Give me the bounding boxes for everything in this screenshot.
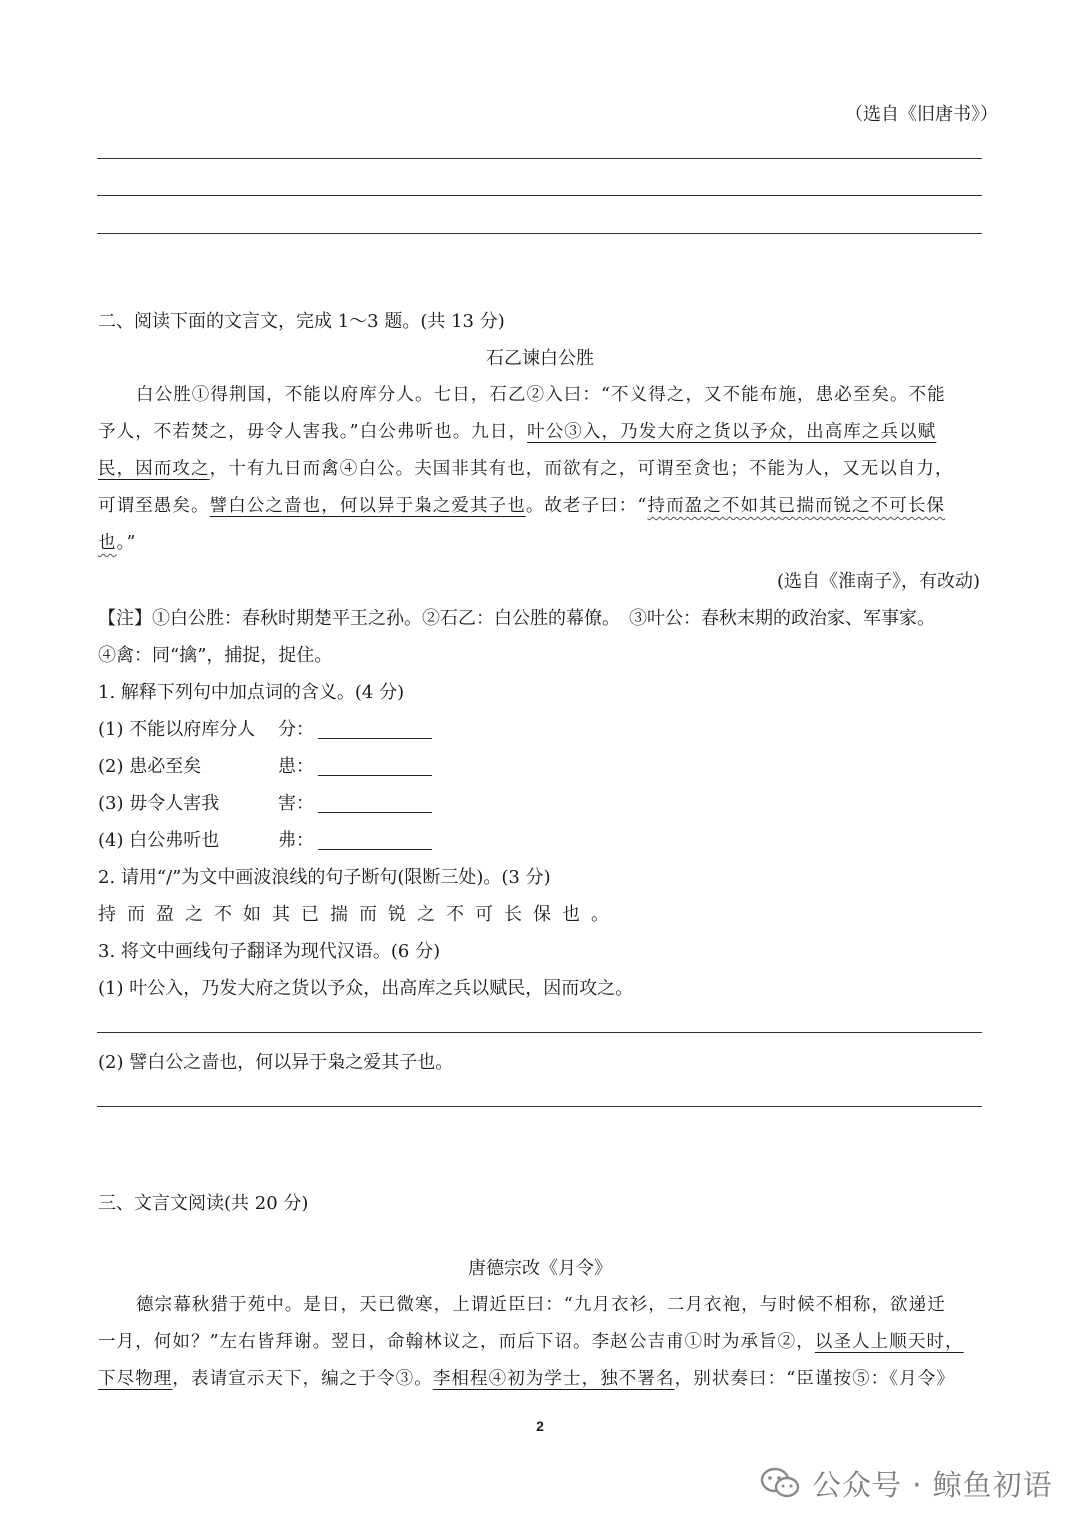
passage-line: 民，因而攻之，十有九日而禽④白公。夫国非其有也，而欲有之，可谓至贪也；不能为人，又无以自力， — [98, 459, 954, 479]
underlined-sentence: 民，因而攻之 — [98, 459, 210, 479]
annotation-note: 【注】①白公胜：春秋时期楚平王之孙。②石乙：白公胜的幕僚。 ③叶公：春秋末期的政治家、军事家。 — [98, 608, 935, 629]
question-stem: 3. 将文中画线句子翻译为现代汉语。(6 分) — [98, 941, 441, 962]
wavy-underlined-sentence: 持而盈之不如其已揣而锐之不可长保 — [647, 496, 946, 516]
answer-blank[interactable] — [318, 720, 432, 739]
page-number: 2 — [536, 1418, 544, 1434]
answer-blank[interactable] — [318, 757, 432, 776]
annotation-note: ④禽：同“擒”，捕捉，捉住。 — [98, 645, 333, 666]
answer-line — [97, 158, 982, 159]
passage-line: 德宗幕秋猎于苑中。是日，天已微寒，上谓近臣曰：“九月衣衫，二月衣袍，与时候不相称，欲递迁 — [136, 1295, 946, 1315]
passage-title: 石乙谏白公胜 — [486, 348, 594, 369]
section-heading: 三、文言文阅读(共 20 分) — [98, 1193, 309, 1214]
passage-line: 白公胜①得荆国，不能以府库分人。七日，石乙②入曰：“不义得之，又不能布施，患必至矣。不能 — [136, 385, 946, 405]
watermark-text: 公众号 · 鲸鱼初语 — [812, 1467, 1053, 1502]
underlined-sentence: 李相程④初为学士，独不署名 — [432, 1369, 675, 1389]
source-citation: (选自《淮南子》，有改动) — [776, 571, 980, 592]
question-item: (2) 患必至矣 患： — [98, 752, 432, 778]
question-item: (4) 白公弗听也 弗： — [98, 826, 432, 852]
question-item: (1) 不能以府库分人 分： — [98, 715, 432, 741]
passage-line: 可谓至愚矣。譬白公之啬也，何以异于枭之爱其子也。故老子曰：“持而盈之不如其已揣而锐之不可长保 — [98, 496, 946, 516]
question-stem: 1. 解释下列句中加点词的含义。(4 分) — [98, 682, 405, 703]
question-stem: 2. 请用“/”为文中画波浪线的句子断句(限断三处)。(3 分) — [98, 867, 551, 888]
question-item: (1) 叶公入，乃发大府之货以予众，出高库之兵以赋民，因而攻之。 — [98, 978, 634, 999]
wechat-icon — [760, 1467, 800, 1499]
answer-line — [97, 233, 982, 234]
underlined-sentence: 以圣人上顺天时， — [814, 1332, 964, 1352]
wavy-underlined-sentence: 也 — [98, 533, 117, 553]
answer-blank[interactable] — [318, 794, 432, 813]
underlined-sentence: 叶公③入，乃发大府之货以予众，出高库之兵以赋 — [527, 422, 937, 442]
answer-line — [97, 1106, 982, 1107]
passage-line: 也。” — [98, 533, 137, 553]
watermark — [760, 1455, 1053, 1511]
source-citation: （选自《旧唐书》） — [845, 104, 998, 125]
passage-title: 唐德宗改《月令》 — [468, 1258, 612, 1279]
passage-line: 下尽物理，表请宣示天下，编之于令③。李相程④初为学士，独不署名，别状奏曰：“臣谨按⑤：《月令》 — [98, 1369, 955, 1389]
punctuation-sentence: 持而盈之不如其已揣而锐之不可长保也。 — [98, 904, 620, 925]
answer-blank[interactable] — [318, 831, 432, 850]
answer-line — [97, 195, 982, 196]
answer-line — [97, 1032, 982, 1033]
underlined-sentence: 下尽物理 — [98, 1369, 173, 1389]
section-heading: 二、阅读下面的文言文，完成 1～3 题。(共 13 分) — [98, 311, 505, 332]
question-item: (3) 毋令人害我 害： — [98, 789, 432, 815]
underlined-sentence: 譬白公之啬也，何以异于枭之爱其子也 — [209, 496, 526, 516]
passage-line: 予人，不若焚之，毋令人害我。”白公弗听也。九日，叶公③入，乃发大府之货以予众，出高库之兵以赋 — [98, 422, 937, 442]
passage-line: 一月，何如？”左右皆拜谢。翌日，命翰林议之，而后下诏。李赵公吉甫①时为承旨②，以圣人上顺天时， — [98, 1332, 964, 1352]
question-item: (2) 譬白公之啬也，何以异于枭之爱其子也。 — [98, 1052, 454, 1073]
